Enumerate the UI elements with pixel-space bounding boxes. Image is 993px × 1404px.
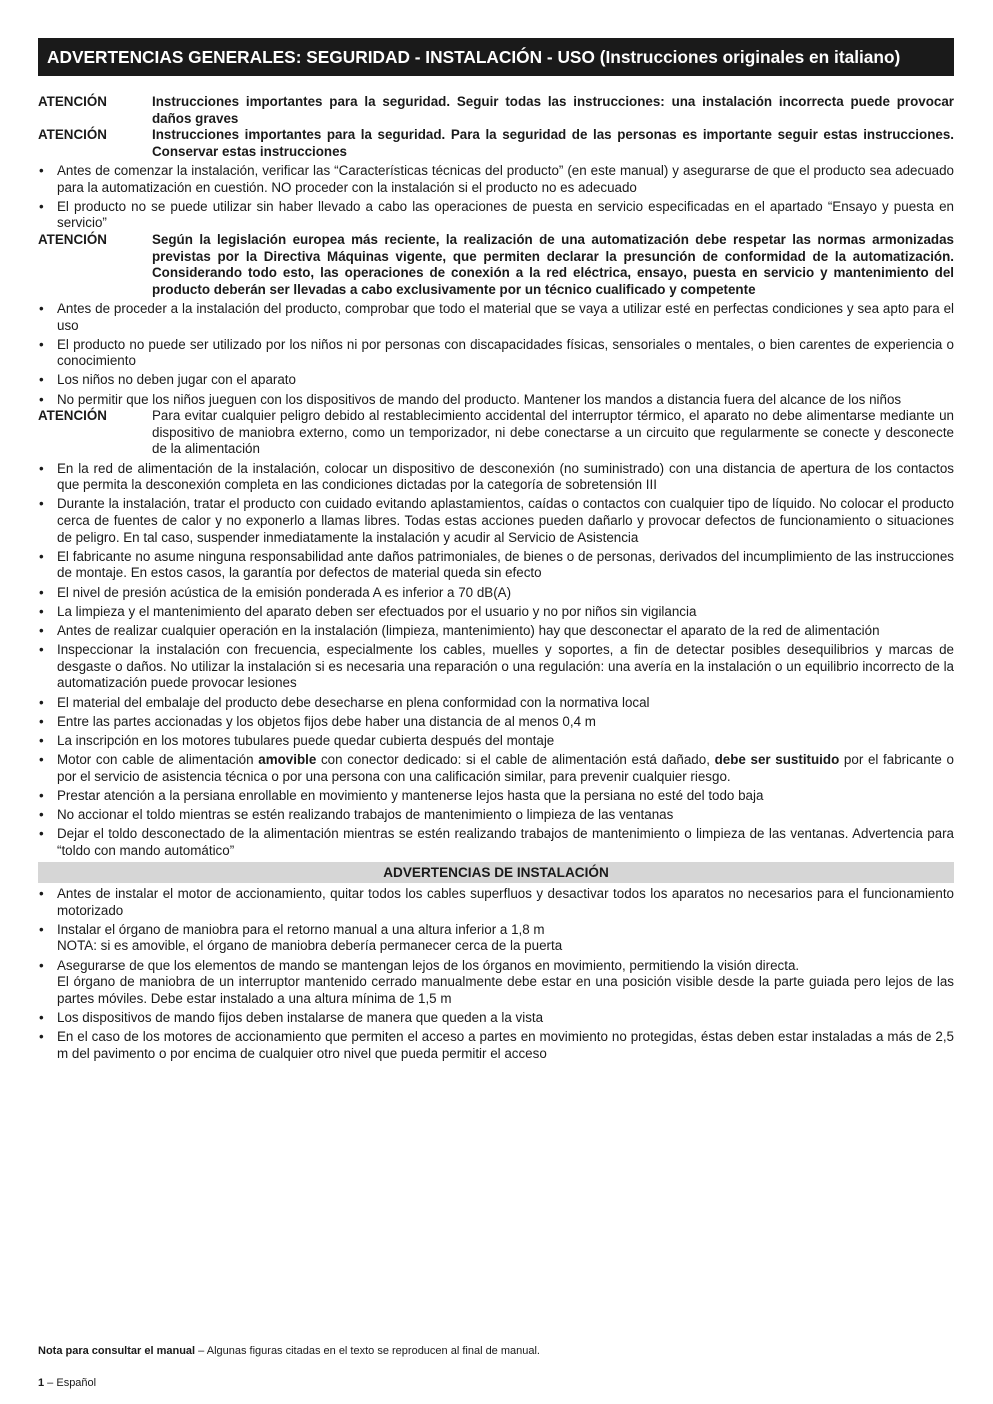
list-item-text: El nivel de presión acústica de la emisión ponderada A es inferior a 70 dB(A) bbox=[57, 584, 512, 600]
list-item bbox=[38, 199, 954, 232]
list-item-text: Antes de proceder a la instalación del producto, comprobar que todo el material que se vaya a utilizar esté en perfectas condiciones y sea apto para el uso bbox=[57, 300, 954, 333]
list-item bbox=[38, 695, 954, 712]
bullet-icon: • bbox=[39, 622, 44, 638]
attention-notice bbox=[38, 127, 954, 160]
bullet-icon: • bbox=[39, 548, 44, 564]
page-language: – Español bbox=[44, 1377, 97, 1389]
list-item bbox=[38, 958, 954, 1008]
bullet-icon: • bbox=[39, 732, 44, 748]
list-item-text: Los niños no deben jugar con el aparato bbox=[57, 372, 296, 388]
list-item bbox=[38, 788, 954, 805]
list-item-text: No permitir que los niños jueguen con los dispositivos de mando del producto. Mantener los mandos a distancia fuera del alcance de los niños bbox=[57, 391, 902, 407]
bullet-icon: • bbox=[39, 460, 44, 476]
list-item-text bbox=[57, 752, 954, 785]
list-item-text: Durante la instalación, tratar el producto con cuidado evitando aplastamientos, caídas o contactos con cualquier tipo de líquido. No colocar el producto cerca de fuentes de calor y no exponerlo a llamas libres. Todas estas acciones pueden dañarlo y provocar defectos de funcionamiento o situaciones de peligro. En tal caso, suspender inmediatamente la instalación y acudir al Servicio de Asistencia bbox=[57, 496, 954, 545]
bullet-icon: • bbox=[39, 496, 44, 512]
list-item-text bbox=[57, 922, 954, 955]
list-item bbox=[38, 372, 954, 389]
bullet-icon: • bbox=[39, 787, 44, 803]
list-item-line: Antes de instalar el motor de accionamiento, quitar todos los cables superfluos y desactivar todos los aparatos no necesarios para el funcionamiento motorizado bbox=[57, 886, 954, 918]
bullet-icon: • bbox=[39, 162, 44, 178]
attention-notice bbox=[38, 232, 954, 298]
list-item-text: El producto no se puede utilizar sin haber llevado a cabo las operaciones de puesta en servicio especificadas en el apartado “Ensayo y puesta en servicio” bbox=[57, 198, 954, 231]
attention-notice bbox=[38, 94, 954, 127]
list-item bbox=[38, 461, 954, 494]
attention-text: Según la legislación europea más reciente, la realización de una automatización debe respetar las normas armonizadas previstas por la Directiva Máquinas vigente, que permiten declarar la presunción de conformidad de la automatización. Considerando todo esto, las operaciones de conexión a la red eléctrica, ensayo, puesta en servicio y mantenimiento del producto deberán ser llevadas a cabo exclusivamente por un técnico cualificado y competente bbox=[152, 231, 954, 297]
attention-text: Para evitar cualquier peligro debido al restablecimiento accidental del interruptor térmico, el aparato no debe alimentarse mediante un dispositivo de maniobra externo, como un temporizador, ni debe conectarse a un circuito que regularmente se conecte y desconecte de la alimentación bbox=[152, 408, 954, 457]
bullet-icon: • bbox=[39, 694, 44, 710]
list-item bbox=[38, 496, 954, 546]
list-item-text: Prestar atención a la persiana enrollable en movimiento y mantenerse lejos hasta que la persiana no esté del todo baja bbox=[57, 787, 764, 803]
list-item-line: Los dispositivos de mando fijos deben instalarse de manera que queden a la vista bbox=[57, 1009, 544, 1025]
list-item bbox=[38, 604, 954, 621]
footer-note-text: – Algunas figuras citadas en el texto se reproducen al final de manual. bbox=[195, 1345, 540, 1357]
bullet-icon: • bbox=[39, 807, 44, 823]
list-item-text: El fabricante no asume ninguna responsabilidad ante daños patrimoniales, de bienes o de personas, derivados del incumplimiento de las instrucciones de montaje. En estos casos, la garantía por defectos de material queda sin efecto bbox=[57, 548, 954, 581]
attention-label: ATENCIÓN bbox=[38, 408, 107, 424]
bullet-icon: • bbox=[39, 1029, 44, 1045]
list-item bbox=[38, 1029, 954, 1062]
list-item-text bbox=[57, 886, 954, 919]
list-item bbox=[38, 733, 954, 750]
general-warnings-list bbox=[38, 94, 954, 859]
bullet-icon: • bbox=[39, 391, 44, 407]
list-item bbox=[38, 337, 954, 370]
list-item-line: Instalar el órgano de maniobra para el retorno manual a una altura inferior a 1,8 m bbox=[57, 921, 545, 937]
list-item-text bbox=[57, 1029, 954, 1062]
bullet-icon: • bbox=[39, 1009, 44, 1025]
list-item bbox=[38, 642, 954, 692]
attention-notice bbox=[38, 408, 954, 458]
list-item bbox=[38, 623, 954, 640]
document-page bbox=[38, 38, 954, 1062]
page-number-value: 1 bbox=[38, 1377, 45, 1389]
bullet-icon: • bbox=[39, 957, 44, 973]
list-item-text: La inscripción en los motores tubulares puede quedar cubierta después del montaje bbox=[57, 732, 555, 748]
list-item bbox=[38, 301, 954, 334]
list-item-line: Asegurarse de que los elementos de mando se mantengan lejos de los órganos en movimiento, permitiendo la visión directa. bbox=[57, 957, 800, 973]
body-text: Motor con cable de alimentación bbox=[57, 752, 259, 768]
list-item-text: Dejar el toldo desconectado de la alimentación mientras se estén realizando trabajos de mantenimiento o limpieza de las ventanas. Advertencia para “toldo con mando automático” bbox=[57, 826, 954, 858]
list-item-text: El material del embalaje del producto debe desecharse en plena conformidad con la normativa local bbox=[57, 694, 650, 710]
list-item bbox=[38, 585, 954, 602]
bullet-icon: • bbox=[39, 372, 44, 388]
list-item-text: Entre las partes accionadas y los objetos fijos debe haber una distancia de al menos 0,4 m bbox=[57, 713, 596, 729]
attention-label: ATENCIÓN bbox=[38, 94, 107, 109]
footer-note bbox=[38, 1343, 540, 1360]
list-item-text: La limpieza y el mantenimiento del aparato deben ser efectuados por el usuario y no por niños sin vigilancia bbox=[57, 603, 697, 619]
bullet-icon: • bbox=[39, 921, 44, 937]
list-item bbox=[38, 826, 954, 859]
document-title: ADVERTENCIAS GENERALES: SEGURIDAD - INSTALACIÓN - USO (Instrucciones originales en italiano) bbox=[38, 38, 954, 76]
attention-text: Instrucciones importantes para la seguridad. Para la seguridad de las personas es importante seguir estas instrucciones. Conservar estas instrucciones bbox=[152, 127, 954, 159]
list-item bbox=[38, 714, 954, 731]
list-item-line: En el caso de los motores de accionamiento que permiten el acceso a partes en movimiento no protegidas, éstas deben estar instaladas a más de 2,5 m del pavimento o por encima de cualquier otro nivel que pueda permitir el acceso bbox=[57, 1029, 954, 1061]
attention-text: Instrucciones importantes para la seguridad. Seguir todas las instrucciones: una instalación incorrecta puede provocar daños graves bbox=[152, 94, 954, 126]
list-item-text: El producto no puede ser utilizado por los niños ni por personas con discapacidades físicas, sensoriales o mentales, o bien carentes de experiencia o conocimiento bbox=[57, 336, 954, 369]
bullet-icon: • bbox=[39, 713, 44, 729]
list-item-line: El órgano de maniobra de un interruptor mantenido cerrado manualmente debe estar en una posición visible desde la parte guiada pero lejos de las partes móviles. Debe estar instalado a una altura mínima de 1,5 m bbox=[57, 974, 954, 1006]
emphasis-text: debe ser sustituido bbox=[714, 752, 840, 768]
list-item-text: Antes de realizar cualquier operación en la instalación (limpieza, mantenimiento) hay que desconectar el aparato de la red de alimentación bbox=[57, 622, 880, 638]
list-item bbox=[38, 807, 954, 824]
list-item bbox=[38, 752, 954, 785]
body-text: con conector dedicado: si el cable de alimentación está dañado, bbox=[316, 752, 715, 768]
list-item-text: Antes de comenzar la instalación, verificar las “Características técnicas del producto” (en este manual) y asegurarse de que el producto sea adecuado para la automatización en cuestión. NO proceder con la instalación si el producto no es adecuado bbox=[57, 162, 954, 195]
page-number bbox=[38, 1375, 96, 1392]
list-item-text: En la red de alimentación de la instalación, colocar un dispositivo de desconexión (no suministrado) con una distancia de apertura de los contactos que permita la desconexión completa en las condiciones dictadas por la categoría de sobretensión III bbox=[57, 460, 954, 493]
body-text: por el fabricante o por el servicio de asistencia técnica o por una persona con una calificación similar, para prevenir cualquier riesgo. bbox=[57, 752, 954, 784]
list-item bbox=[38, 549, 954, 582]
bullet-icon: • bbox=[39, 886, 44, 901]
footer-note-label: Nota para consultar el manual bbox=[38, 1345, 196, 1357]
list-item-line: NOTA: si es amovible, el órgano de maniobra debería permanecer cerca de la puerta bbox=[57, 938, 563, 954]
bullet-icon: • bbox=[39, 584, 44, 600]
list-item-text: No accionar el toldo mientras se estén realizando trabajos de mantenimiento o limpieza de las ventanas bbox=[57, 807, 674, 823]
list-item-text: Inspeccionar la instalación con frecuencia, especialmente los cables, muelles y soportes, a fin de detectar posibles desequilibrios y marcas de desgaste o daños. No utilizar la instalación si es necesaria una reparación o una regulación: una avería en la instalación o un equilibrio incorrecto de la automatización puede provocar lesiones bbox=[57, 642, 954, 691]
list-item-text bbox=[57, 958, 954, 1008]
section-title: ADVERTENCIAS DE INSTALACIÓN bbox=[38, 862, 954, 883]
bullet-icon: • bbox=[39, 603, 44, 619]
list-item bbox=[38, 1010, 954, 1027]
bullet-icon: • bbox=[39, 198, 44, 214]
installation-warnings-list bbox=[38, 886, 954, 1062]
list-item bbox=[38, 392, 954, 409]
list-item bbox=[38, 163, 954, 196]
list-item bbox=[38, 886, 954, 919]
bullet-icon: • bbox=[39, 300, 44, 316]
attention-label: ATENCIÓN bbox=[38, 127, 107, 143]
list-item bbox=[38, 922, 954, 955]
list-item-text bbox=[57, 1010, 954, 1027]
bullet-icon: • bbox=[39, 336, 44, 352]
attention-label: ATENCIÓN bbox=[38, 231, 107, 247]
bullet-icon: • bbox=[39, 752, 44, 768]
bullet-icon: • bbox=[39, 642, 44, 658]
bullet-icon: • bbox=[39, 826, 44, 842]
emphasis-text: amovible bbox=[258, 752, 317, 768]
